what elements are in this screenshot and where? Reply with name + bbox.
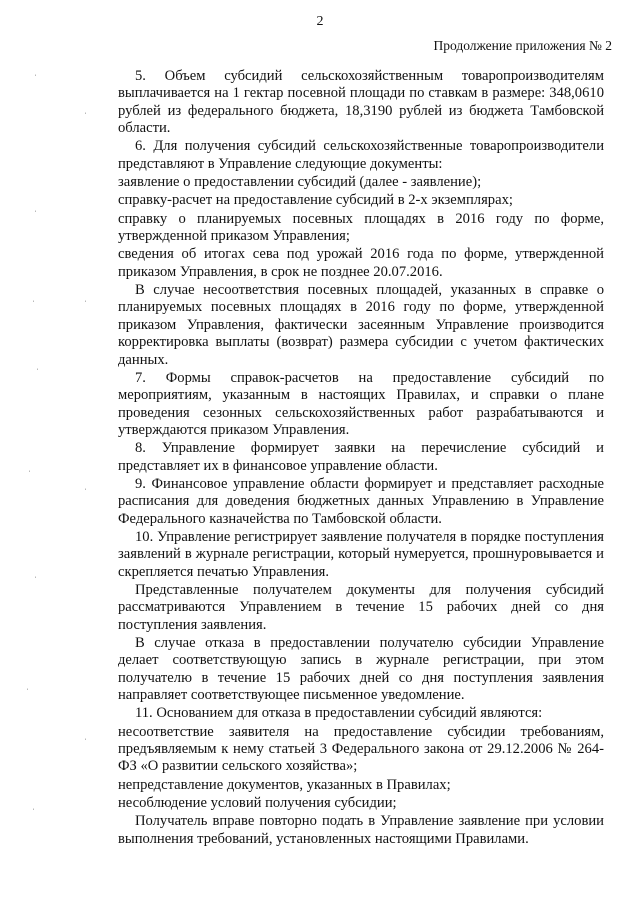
refusal-ground-noncompliance: несоответствие заявителя на предоставление субсидии требованиям, предъявляемым к нему статьей 3 Федерального закона от 29.12.2006 № 264-ФЗ «О развитии сельского хозяйства»; bbox=[118, 723, 604, 775]
page-number: 2 bbox=[316, 14, 324, 29]
scan-mark: ˈ bbox=[84, 487, 87, 497]
clause-8-requests: 8. Управление формирует заявки на перечисление субсидий и представляет их в финансовое управление области. bbox=[118, 440, 604, 474]
scan-mark: ˈ bbox=[32, 807, 35, 817]
document-body bbox=[118, 68, 604, 848]
appendix-continuation-note: Продолжение приложения № 2 bbox=[433, 38, 612, 53]
document-item-application: заявление о предоставлении субсидий (далее - заявление); bbox=[118, 174, 482, 191]
scan-mark: ˈ bbox=[84, 111, 87, 121]
scan-mark: ˈ bbox=[34, 575, 37, 585]
scan-mark: ˈ bbox=[26, 687, 29, 697]
document-item-sowing-results: сведения об итогах сева под урожай 2016 года по форме, утвержденной приказом Управления, в срок не позднее 20.07.2016. bbox=[118, 246, 604, 280]
refusal-ground-conditions: несоблюдение условий получения субсидии; bbox=[118, 795, 397, 812]
document-item-calculation: справку-расчет на предоставление субсидий в 2-х экземплярах; bbox=[118, 192, 513, 209]
refusal-notification: В случае отказа в предоставлении получателю субсидии Управление делает соответствующую запись в журнале регистрации, при этом получателю в течение 15 рабочих дней со дня поступления заявления направляет соответствующее письменное уведомление. bbox=[118, 635, 604, 704]
clause-7-forms: 7. Формы справок-расчетов на предоставление субсидий по мероприятиям, указанным в настоящих Правилах, и справки о плане проведения сезонных сельскохозяйственных работ разрабатываются и утверждаются приказом Управления. bbox=[118, 369, 604, 438]
scan-mark: ˈ bbox=[36, 367, 39, 377]
clause-5-subsidy-rates: 5. Объем субсидий сельскохозяйственным товаропроизводителям выплачивается на 1 гектар посевной площади по ставкам в размере: 348,0610 рублей из федерального бюджета, 18,3190 рублей из бюджета Тамбовской области. bbox=[118, 68, 604, 137]
scan-mark: ˈ bbox=[32, 299, 35, 309]
clause-9-finance-schedules: 9. Финансовое управление области формирует и представляет расходные расписания для доведения бюджетных данных Управлению в Управление Федерального казначейства по Тамбовской области. bbox=[118, 475, 604, 527]
area-mismatch-correction: В случае несоответствия посевных площадей, указанных в справке о планируемых посевных площадях в 2016 году по форме, утвержденной приказом Управления, фактически засеянным Управление производится корректировка выплаты (возврат) размера субсидии с учетом фактических данных. bbox=[118, 282, 604, 368]
scan-mark: ˈ bbox=[84, 299, 87, 309]
clause-6-required-documents: 6. Для получения субсидий сельскохозяйственные товаропроизводители представляют в Управление следующие документы: bbox=[118, 138, 604, 172]
resubmission-right: Получатель вправе повторно подать в Управление заявление при условии выполнения требований, установленных настоящими Правилами. bbox=[118, 813, 604, 847]
scan-mark: ˈ bbox=[28, 469, 31, 479]
scan-mark: ˈ bbox=[34, 73, 37, 83]
scan-mark: ˈ bbox=[34, 209, 37, 219]
refusal-ground-missing-documents: непредставление документов, указанных в Правилах; bbox=[118, 776, 451, 793]
review-period: Представленные получателем документы для получения субсидий рассматриваются Управлением в течение 15 рабочих дней со дня поступления заявления. bbox=[118, 581, 604, 633]
scan-mark: ˈ bbox=[84, 737, 87, 747]
clause-10-registration: 10. Управление регистрирует заявление получателя в порядке поступления заявлений в журнале регистрации, который нумеруется, прошнуровывается и скрепляется печатью Управления. bbox=[118, 528, 604, 580]
clause-11-refusal-grounds: 11. Основанием для отказа в предоставлении субсидий являются: bbox=[135, 705, 543, 722]
document-item-planned-areas: справку о планируемых посевных площадях в 2016 году по форме, утвержденной приказом Управления; bbox=[118, 210, 604, 245]
